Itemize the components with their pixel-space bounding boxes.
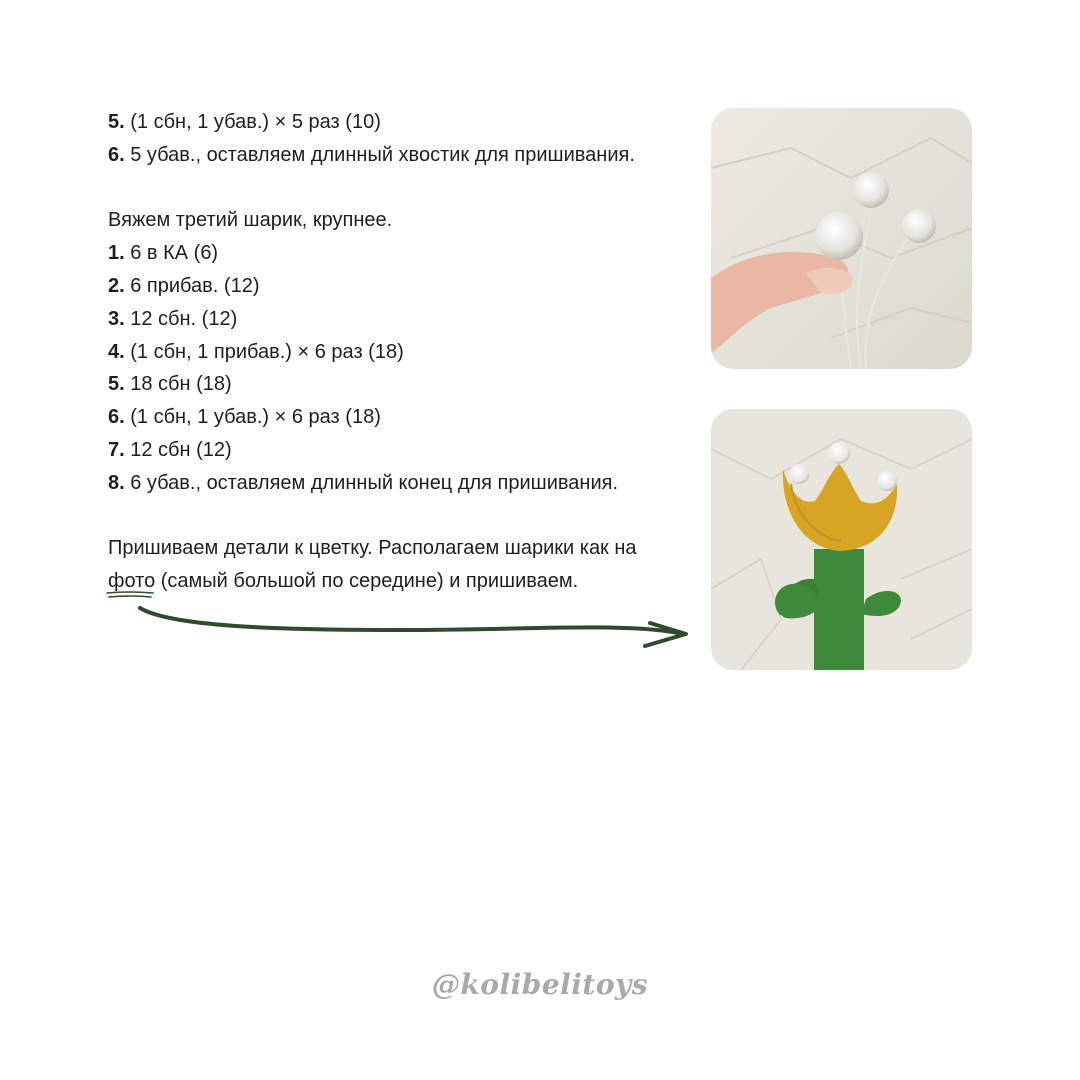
photo-reference-word: фото bbox=[108, 565, 155, 598]
photo-crochet-flower bbox=[711, 409, 972, 670]
photo-crochet-balls bbox=[711, 108, 972, 369]
step-line: 1. 6 в КА (6) bbox=[108, 242, 219, 265]
instructions-text bbox=[108, 106, 688, 598]
step-line: 5. 18 сбн (18) bbox=[108, 373, 232, 396]
step-line: 8. 6 убав., оставляем длинный конец для пришивания. bbox=[108, 471, 619, 494]
final-instruction-line-1: Пришиваем детали к цветку. Располагаем шарики как на bbox=[108, 537, 637, 560]
step-line: 3. 12 сбн. (12) bbox=[108, 307, 238, 330]
section-intro: Вяжем третий шарик, крупнее. bbox=[108, 209, 393, 232]
step-line: 7. 12 сбн (12) bbox=[108, 438, 232, 461]
final-instruction-line-2: фото (самый большой по середине) и пришиваем. bbox=[108, 565, 688, 598]
step-line: 6. (1 сбн, 1 убав.) × 6 раз (18) bbox=[108, 406, 381, 429]
step-line: 5. (1 сбн, 1 убав.) × 5 раз (10) bbox=[108, 111, 381, 133]
curved-arrow-icon bbox=[130, 596, 695, 656]
step-line: 6. 5 убав., оставляем длинный хвостик для пришивания. bbox=[108, 143, 635, 166]
author-handle: @kolibelitoys bbox=[431, 968, 649, 1001]
step-line: 2. 6 прибав. (12) bbox=[108, 274, 260, 297]
step-line: 4. (1 сбн, 1 прибав.) × 6 раз (18) bbox=[108, 340, 404, 363]
